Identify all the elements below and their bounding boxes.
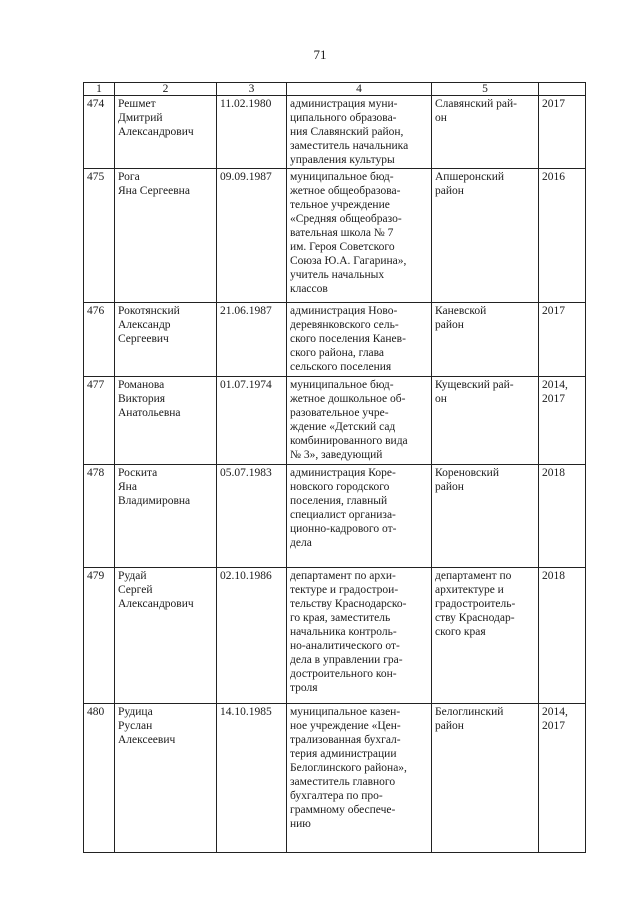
birth-date: 09.09.1987 <box>217 169 287 303</box>
full-name: Рога Яна Сергеевна <box>115 169 217 303</box>
row-number: 480 <box>84 704 115 853</box>
table-row <box>84 568 586 704</box>
birth-date: 14.10.1985 <box>217 704 287 853</box>
year: 2014, 2017 <box>539 377 586 465</box>
full-name: Решмет Дмитрий Александрович <box>115 96 217 169</box>
full-name: Рудай Сергей Александрович <box>115 568 217 704</box>
nominated-by: Кущевский рай- он <box>432 377 539 465</box>
full-name: Романова Виктория Анатольевна <box>115 377 217 465</box>
nominated-by: Славянский рай- он <box>432 96 539 169</box>
year: 2017 <box>539 96 586 169</box>
birth-date: 05.07.1983 <box>217 465 287 568</box>
page-number: 71 <box>313 47 327 62</box>
table-row <box>84 303 586 377</box>
nominated-by: департамент по архитектуре и градостроитель- ству Краснодар- ского края <box>432 568 539 704</box>
row-number: 476 <box>84 303 115 377</box>
nominated-by: Каневской район <box>432 303 539 377</box>
column-header-6 <box>539 83 586 96</box>
column-header-1: 1 <box>84 83 115 96</box>
workplace-position: администрация Ново- деревянковского сель- ского поселения Канев- ского района, глава сельского поселения <box>287 303 432 377</box>
table-row <box>84 377 586 465</box>
full-name: Рудица Руслан Алексеевич <box>115 704 217 853</box>
nominated-by: Белоглинский район <box>432 704 539 853</box>
row-number: 478 <box>84 465 115 568</box>
birth-date: 21.06.1987 <box>217 303 287 377</box>
table-row <box>84 169 586 303</box>
year: 2018 <box>539 568 586 704</box>
workplace-position: муниципальное бюд- жетное дошкольное об- разовательное учре- ждение «Детский сад комбинированного вида № 3», заведующий <box>287 377 432 465</box>
column-header-3: 3 <box>217 83 287 96</box>
full-name: Роскита Яна Владимировна <box>115 465 217 568</box>
registry-table <box>83 82 586 853</box>
table-row <box>84 465 586 568</box>
table-row <box>84 704 586 853</box>
year: 2016 <box>539 169 586 303</box>
nominated-by: Кореновский район <box>432 465 539 568</box>
year: 2017 <box>539 303 586 377</box>
table-row <box>84 96 586 169</box>
column-header-4: 4 <box>287 83 432 96</box>
column-header-5: 5 <box>432 83 539 96</box>
row-number: 474 <box>84 96 115 169</box>
table-header-row <box>84 83 586 96</box>
birth-date: 02.10.1986 <box>217 568 287 704</box>
column-header-2: 2 <box>115 83 217 96</box>
full-name: Рокотянский Александр Сергеевич <box>115 303 217 377</box>
row-number: 475 <box>84 169 115 303</box>
year: 2018 <box>539 465 586 568</box>
birth-date: 01.07.1974 <box>217 377 287 465</box>
row-number: 477 <box>84 377 115 465</box>
nominated-by: Апшеронский район <box>432 169 539 303</box>
year: 2014, 2017 <box>539 704 586 853</box>
row-number: 479 <box>84 568 115 704</box>
birth-date: 11.02.1980 <box>217 96 287 169</box>
workplace-position: муниципальное казен- ное учреждение «Цен- трализованная бухгал- терия администрации Белоглинского района», заместитель главного бухгалтера по про- граммному обеспече- нию <box>287 704 432 853</box>
workplace-position: департамент по архи- тектуре и градострои- тельству Краснодарско- го края, заместитель начальника контроль- но-аналитического от- дела в управлении гра- достроительного кон- троля <box>287 568 432 704</box>
workplace-position: администрация муни- ципального образова- ния Славянский район, заместитель начальника управления культуры <box>287 96 432 169</box>
workplace-position: администрация Коре- новского городского поселения, главный специалист организа- ционно-кадрового от- дела <box>287 465 432 568</box>
workplace-position: муниципальное бюд- жетное общеобразова- тельное учреждение «Средняя общеобразо- вательная школа № 7 им. Героя Советского Союза Ю.А. Гагарина», учитель начальных классов <box>287 169 432 303</box>
